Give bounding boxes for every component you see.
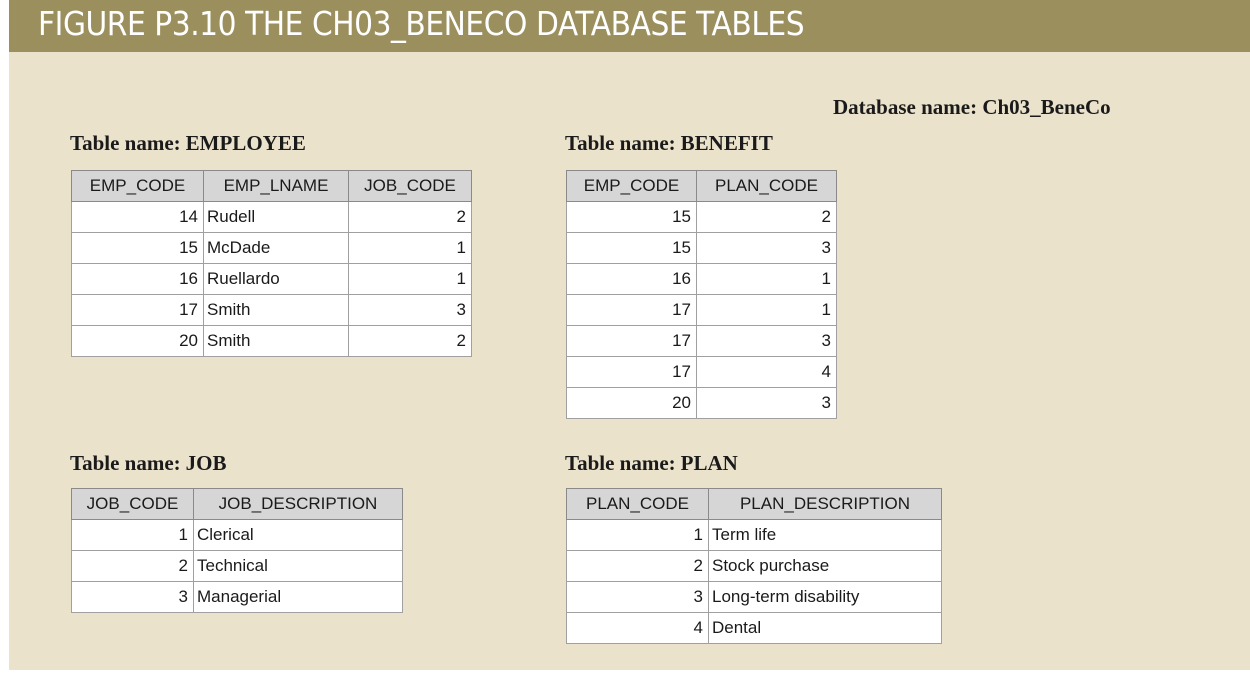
table-cell: 3 xyxy=(697,233,837,264)
table-cell: Managerial xyxy=(194,582,403,613)
table-cell: 2 xyxy=(349,202,472,233)
column-header: JOB_CODE xyxy=(72,489,194,520)
table-row xyxy=(72,551,403,582)
table-cell: McDade xyxy=(204,233,349,264)
column-header: EMP_LNAME xyxy=(204,171,349,202)
table-cell: 15 xyxy=(72,233,204,264)
table-cell: 17 xyxy=(567,295,697,326)
table-cell: 15 xyxy=(567,233,697,264)
table-row xyxy=(72,233,472,264)
column-header: PLAN_CODE xyxy=(697,171,837,202)
table-cell: 3 xyxy=(697,326,837,357)
table-cell: Smith xyxy=(204,326,349,357)
table-row xyxy=(567,520,942,551)
benefit-table-caption xyxy=(565,131,773,156)
table-cell: Rudell xyxy=(204,202,349,233)
header-row xyxy=(567,489,942,520)
table-cell: Technical xyxy=(194,551,403,582)
table-cell: 1 xyxy=(697,264,837,295)
table-cell: 17 xyxy=(567,326,697,357)
table-cell: 4 xyxy=(567,613,709,644)
caption-table-name: EMPLOYEE xyxy=(185,131,306,155)
database-name: Database name: Ch03_BeneCo xyxy=(833,95,1111,119)
figure-title: FIGURE P3.10 THE CH03_BENECO DATABASE TABLES xyxy=(38,4,805,43)
table-cell: 1 xyxy=(567,520,709,551)
table-cell: 16 xyxy=(567,264,697,295)
column-header: EMP_CODE xyxy=(72,171,204,202)
table-row xyxy=(567,202,837,233)
table-cell: 17 xyxy=(567,357,697,388)
benefit-table xyxy=(566,170,837,419)
caption-prefix: Table name: xyxy=(565,131,676,155)
caption-table-name: BENEFIT xyxy=(680,131,773,155)
table-cell: 16 xyxy=(72,264,204,295)
table-cell: 14 xyxy=(72,202,204,233)
caption-prefix: Table name: xyxy=(70,131,181,155)
table-row xyxy=(72,202,472,233)
table-cell: 2 xyxy=(567,551,709,582)
job-table-caption xyxy=(70,451,227,476)
table-row xyxy=(567,326,837,357)
caption-prefix: Table name: xyxy=(70,451,181,475)
table-cell: 1 xyxy=(349,264,472,295)
column-header: PLAN_CODE xyxy=(567,489,709,520)
figure-banner xyxy=(9,0,1250,52)
column-header: EMP_CODE xyxy=(567,171,697,202)
table-cell: 2 xyxy=(697,202,837,233)
table-row xyxy=(567,388,837,419)
table-cell: 2 xyxy=(72,551,194,582)
header-row xyxy=(72,489,403,520)
table-cell: 3 xyxy=(567,582,709,613)
table-cell: 20 xyxy=(72,326,204,357)
table-row xyxy=(567,357,837,388)
table-row xyxy=(567,295,837,326)
table-row xyxy=(72,264,472,295)
table-row xyxy=(72,326,472,357)
plan-table-caption xyxy=(565,451,738,476)
table-row xyxy=(567,264,837,295)
job-table xyxy=(71,488,403,613)
table-row xyxy=(72,582,403,613)
table-cell: 2 xyxy=(349,326,472,357)
table-cell: Stock purchase xyxy=(709,551,942,582)
column-header: JOB_CODE xyxy=(349,171,472,202)
table-cell: 1 xyxy=(72,520,194,551)
plan-table xyxy=(566,488,942,644)
table-cell: 17 xyxy=(72,295,204,326)
table-cell: Long-term disability xyxy=(709,582,942,613)
table-cell: 15 xyxy=(567,202,697,233)
table-cell: Smith xyxy=(204,295,349,326)
table-cell: 3 xyxy=(349,295,472,326)
table-cell: 3 xyxy=(72,582,194,613)
table-cell: 3 xyxy=(697,388,837,419)
table-row xyxy=(567,582,942,613)
table-row xyxy=(567,613,942,644)
table-cell: 1 xyxy=(349,233,472,264)
caption-table-name: PLAN xyxy=(680,451,738,475)
caption-prefix: Table name: xyxy=(565,451,676,475)
table-row xyxy=(72,295,472,326)
table-cell: 4 xyxy=(697,357,837,388)
table-cell: Ruellardo xyxy=(204,264,349,295)
caption-table-name: JOB xyxy=(185,451,227,475)
table-cell: 1 xyxy=(697,295,837,326)
employee-table-caption xyxy=(70,131,306,156)
header-row xyxy=(567,171,837,202)
header-row xyxy=(72,171,472,202)
table-cell: Clerical xyxy=(194,520,403,551)
table-row xyxy=(567,233,837,264)
column-header: JOB_DESCRIPTION xyxy=(194,489,403,520)
table-row xyxy=(72,520,403,551)
table-cell: Term life xyxy=(709,520,942,551)
table-cell: 20 xyxy=(567,388,697,419)
column-header: PLAN_DESCRIPTION xyxy=(709,489,942,520)
table-cell: Dental xyxy=(709,613,942,644)
employee-table xyxy=(71,170,472,357)
table-row xyxy=(567,551,942,582)
